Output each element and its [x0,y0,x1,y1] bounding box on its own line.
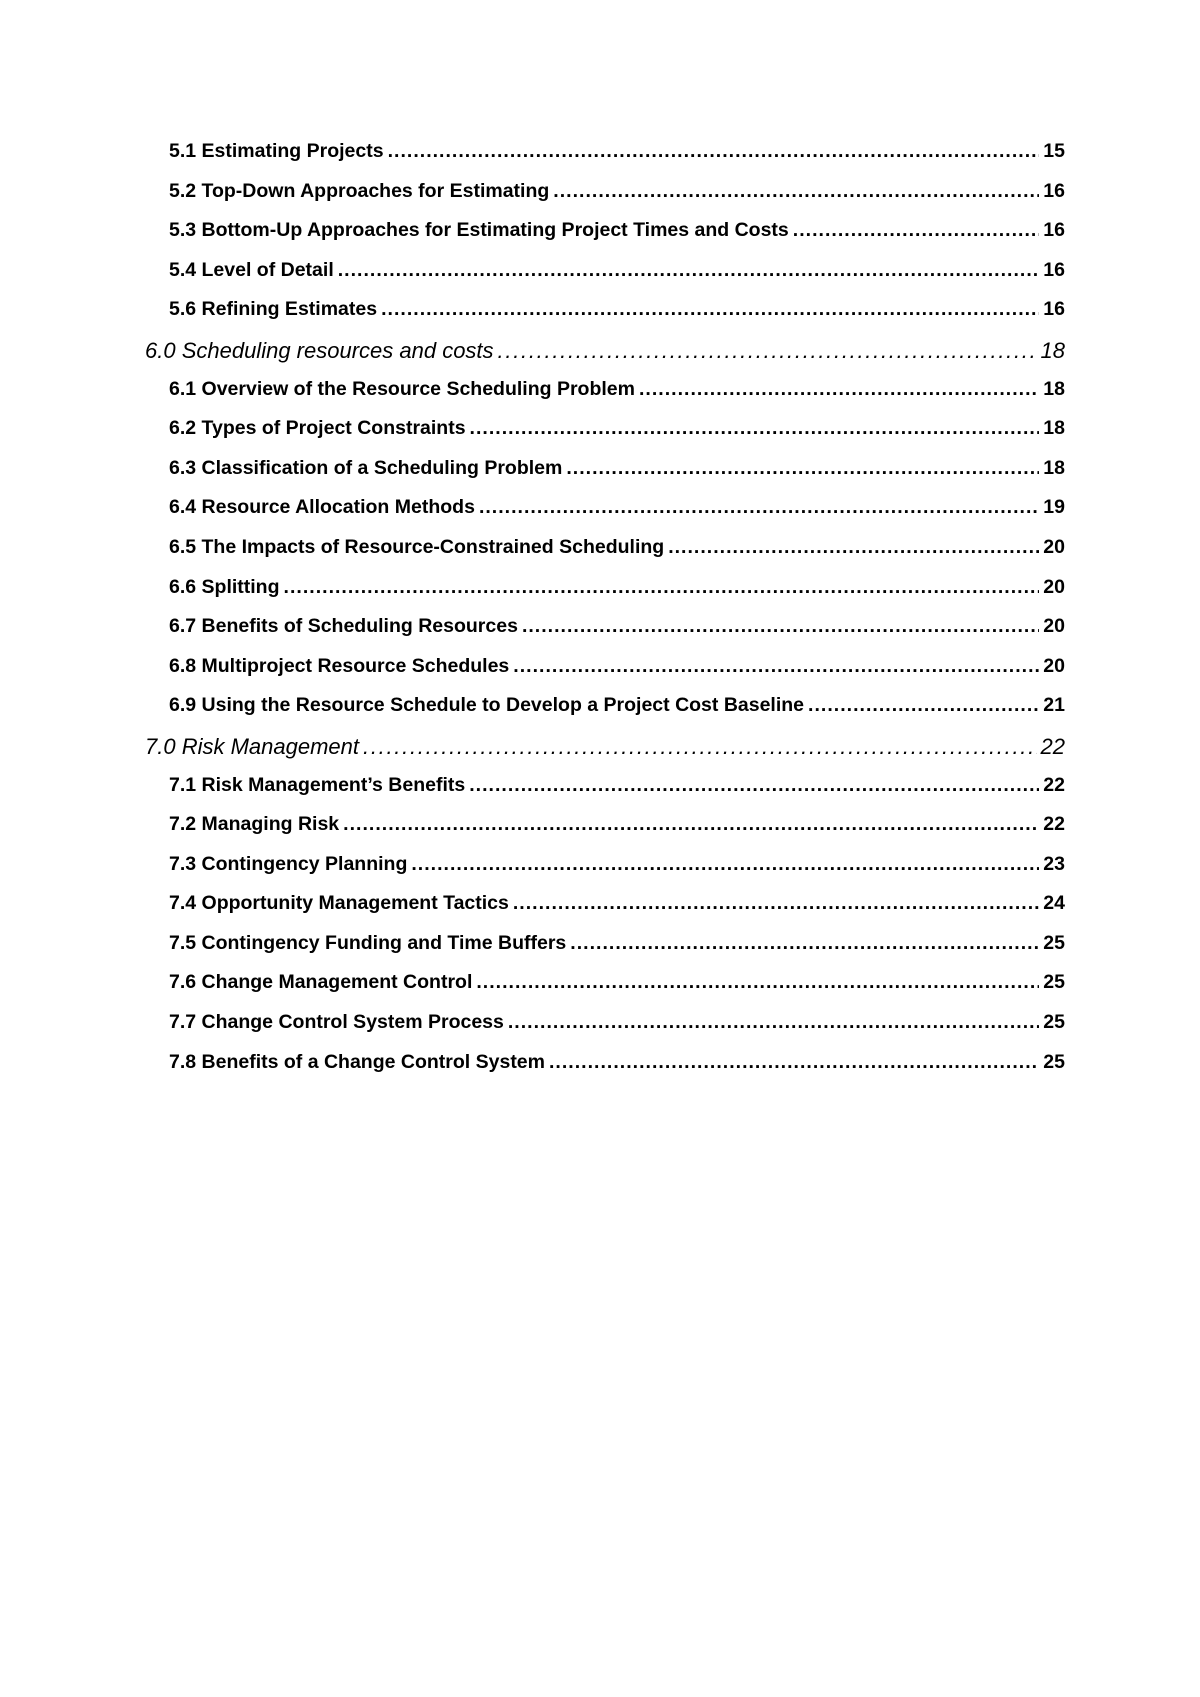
table-of-contents [145,140,1065,1090]
toc-entry-page: 20 [1043,615,1065,638]
toc-entry[interactable] [145,496,1065,536]
toc-entry-title: 5.6 Refining Estimates [169,298,378,321]
toc-entry-page: 18 [1040,337,1065,363]
toc-entry-title: 7.3 Contingency Planning [169,852,408,875]
toc-entry-title: 7.7 Change Control System Process [169,1011,504,1034]
toc-entry-title: 7.2 Managing Risk [169,813,340,836]
dot-leader [570,932,1039,955]
toc-entry[interactable] [145,259,1065,299]
dot-leader [793,219,1040,242]
toc-entry-title: 7.8 Benefits of a Change Control System [169,1050,545,1073]
dot-leader [808,694,1039,717]
toc-entry-page: 16 [1043,258,1065,281]
toc-entry-page: 22 [1043,813,1065,836]
toc-entry-page: 18 [1043,456,1065,479]
toc-entry[interactable] [145,536,1065,576]
dot-leader [566,457,1039,480]
dot-leader [338,259,1040,282]
dot-leader [476,971,1039,994]
toc-entry-title: 7.1 Risk Management’s Benefits [169,773,466,796]
toc-entry-title: 6.9 Using the Resource Schedule to Develop a Project Cost Baseline [169,694,805,717]
toc-entry-title: 6.5 The Impacts of Resource-Constrained Scheduling [169,535,665,558]
toc-entry-page: 22 [1043,773,1065,796]
toc-entry-page: 25 [1043,1050,1065,1073]
toc-entry[interactable] [145,694,1065,734]
toc-entry[interactable] [145,378,1065,418]
toc-entry-title: 7.0 Risk Management [145,733,359,759]
toc-entry-title: 5.1 Estimating Projects [169,140,384,162]
toc-entry-title: 6.0 Scheduling resources and costs [145,337,494,363]
dot-leader [513,892,1039,915]
toc-entry-title: 7.5 Contingency Funding and Time Buffers [169,931,567,954]
toc-entry[interactable] [145,180,1065,220]
toc-entry-title: 6.3 Classification of a Scheduling Problem [169,456,563,479]
toc-entry[interactable] [145,655,1065,695]
dot-leader [469,774,1039,797]
toc-entry-page: 19 [1043,496,1065,519]
toc-entry-title: 7.6 Change Management Control [169,971,473,994]
toc-entry[interactable] [145,853,1065,893]
toc-entry[interactable] [145,576,1065,616]
dot-leader [668,536,1039,559]
toc-entry-page: 25 [1043,931,1065,954]
dot-leader [508,1011,1039,1034]
toc-entry-title: 5.3 Bottom-Up Approaches for Estimating Project Times and Costs [169,219,789,242]
toc-entry[interactable] [145,813,1065,853]
toc-entry-title: 6.6 Splitting [169,575,280,598]
toc-entry[interactable] [145,298,1065,338]
toc-entry[interactable] [145,892,1065,932]
toc-entry[interactable] [145,1011,1065,1051]
toc-entry-page: 25 [1043,1011,1065,1034]
toc-entry[interactable] [145,140,1065,180]
toc-entry-page: 21 [1043,694,1065,717]
toc-entry-title: 6.4 Resource Allocation Methods [169,496,475,519]
dot-leader [470,417,1040,440]
toc-entry[interactable] [145,219,1065,259]
toc-entry-title: 5.4 Level of Detail [169,258,334,281]
toc-entry-page: 18 [1043,417,1065,440]
toc-entry-page: 24 [1043,892,1065,915]
dot-leader [553,180,1039,203]
toc-entry-page: 25 [1043,971,1065,994]
dot-leader [522,615,1039,638]
toc-entry[interactable] [145,417,1065,457]
toc-entry-title: 6.1 Overview of the Resource Scheduling Problem [169,377,635,400]
toc-entry-page: 16 [1043,298,1065,321]
dot-leader [381,298,1039,321]
toc-entry[interactable] [145,774,1065,814]
toc-entry[interactable] [145,615,1065,655]
toc-entry[interactable] [145,932,1065,972]
toc-entry-page: 22 [1040,733,1065,759]
dot-leader [479,496,1039,519]
toc-entry-page: 20 [1043,575,1065,598]
toc-entry-title: 6.8 Multiproject Resource Schedules [169,654,510,677]
toc-entry-page: 16 [1043,219,1065,242]
dot-leader [639,378,1039,401]
dot-leader [284,576,1040,599]
toc-entry-title: 5.2 Top-Down Approaches for Estimating [169,179,550,202]
dot-leader [549,1051,1039,1074]
toc-entry-page: 23 [1043,852,1065,875]
dot-leader [411,853,1039,876]
toc-entry[interactable] [145,1051,1065,1091]
toc-section-heading[interactable] [145,338,1065,378]
dot-leader [513,655,1039,678]
toc-entry-page: 18 [1043,377,1065,400]
toc-entry[interactable] [145,457,1065,497]
dot-leader [343,813,1039,836]
dot-leader [388,140,1040,163]
toc-entry-page: 15 [1043,140,1065,162]
dot-leader [363,734,1037,760]
toc-entry-title: 6.7 Benefits of Scheduling Resources [169,615,518,638]
toc-entry-title: 7.4 Opportunity Management Tactics [169,892,509,915]
dot-leader [498,338,1037,364]
toc-entry-page: 16 [1043,179,1065,202]
toc-entry-page: 20 [1043,654,1065,677]
toc-entry-page: 20 [1043,535,1065,558]
toc-entry[interactable] [145,971,1065,1011]
toc-entry-title: 6.2 Types of Project Constraints [169,417,466,440]
toc-section-heading[interactable] [145,734,1065,774]
